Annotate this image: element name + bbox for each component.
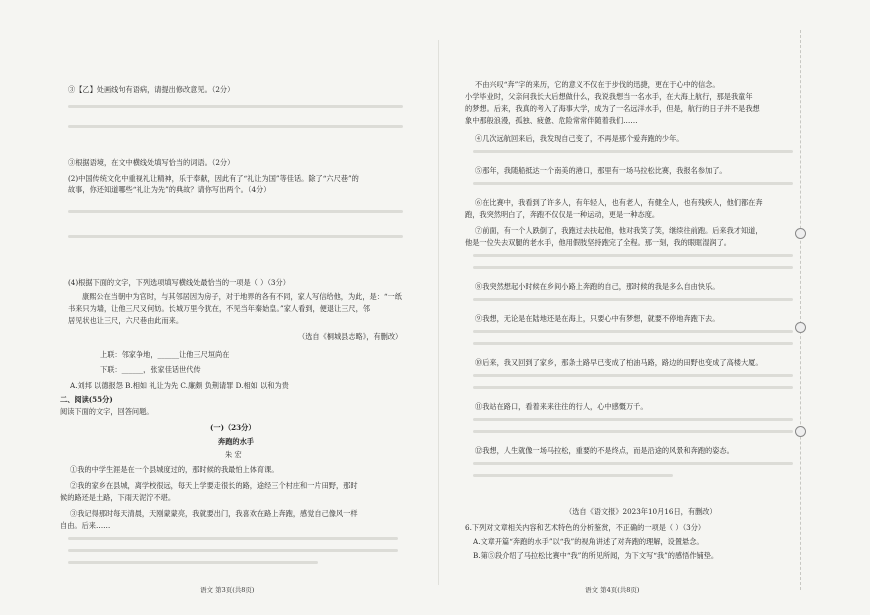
text-line — [473, 266, 793, 269]
page-footer: 语文 第3页(共8页) — [200, 586, 255, 594]
question-fill: ③根据语境，在文中横线处填写恰当的词语。（2分） — [68, 158, 235, 167]
page-divider — [438, 40, 439, 585]
answer-line — [68, 105, 403, 108]
paragraph: ⑨我想，无论是在陆地还是在海上，只要心中有梦想，就要不停地奔跑下去。 — [475, 314, 720, 323]
couplet-upper: 上联：邻家争地，______让他三尺垣尚在 — [100, 350, 230, 359]
paragraph-2-cont: 候的路还是土路，下雨天泥泞不堪。 — [60, 493, 176, 502]
paragraph: 他是一位失去双腿的老水手，他用假肢坚持跑完了全程。那一刻，我的眼眶湿润了。 — [465, 238, 731, 247]
answer-line — [68, 125, 403, 128]
text-line — [473, 330, 793, 333]
paragraph: 跑，我突然明白了，奔跑不仅仅是一种运动，更是一种态度。 — [465, 210, 660, 219]
text-line — [473, 386, 793, 389]
paragraph-3-cont: 自由。后来…… — [60, 521, 111, 530]
text-line — [473, 182, 793, 185]
question-yi: ③【乙】处画线句有语病，请提出修改意见。（2分） — [68, 85, 235, 94]
question-story: (2)中国传统文化中重视礼让精神，乐于奉献，因此有了“礼让为国”等佳话。除了“六尺巷”的 — [68, 174, 359, 183]
text-line — [473, 418, 793, 421]
article-author: 朱 宏 — [225, 450, 242, 459]
answer-line — [68, 235, 403, 238]
paragraph: ⑧我突然想起小时候在乡间小路上奔跑的自己，那时候的我是多么自由快乐。 — [475, 282, 720, 291]
text-line — [473, 474, 673, 477]
text-line — [68, 549, 398, 552]
paragraph: ⑪我站在路口，看着来来往往的行人，心中感慨万千。 — [475, 402, 648, 411]
text-line — [68, 537, 398, 540]
article-title: 奔跑的水手 — [218, 437, 254, 446]
page-3 — [60, 70, 415, 600]
text-line — [473, 254, 793, 257]
paragraph: 小学毕业时，父亲问我长大后想做什么，我说我想当一名水手，在大海上航行，那是我童年 — [465, 92, 753, 101]
answer-options: A.刘邦 以德报怨 B.相如 礼让为先 C.廉颇 负荆请罪 D.相如 以和为贵 — [70, 381, 289, 390]
paragraph: 的梦想。后来，我真的考入了海事大学，成为了一名远洋水手，但是，航行的日子并不是我想 — [465, 104, 760, 113]
text-line — [473, 342, 793, 345]
text-line — [473, 150, 793, 153]
passage-line: 居见状也让三尺，六尺巷由此而来。 — [68, 316, 184, 325]
binding-hole-icon — [795, 228, 806, 239]
option-a: A.文章开篇“奔跑的水手”以“我”的视角讲述了对奔跑的理解，设置悬念。 — [473, 537, 704, 546]
paragraph: ⑫我想，人生就像一场马拉松，重要的不是终点，而是沿途的风景和奔跑的姿态。 — [475, 446, 734, 455]
paragraph-2: ②我的家乡在县城，离学校很远，每天上学要走很长的路，途经三个村庄和一片田野，那时 — [70, 481, 358, 490]
binding-gutter — [800, 30, 821, 590]
passage-line: 康熙公在当朝中为官时，与其邻居因为房子，对于地界的各有不同，家人写信给他，为此，是：“一纸 — [82, 292, 402, 301]
text-line — [473, 298, 793, 301]
paragraph: ⑥在比赛中，我看到了许多人，有年轻人，也有老人，有健全人，也有残疾人，他们都在奔 — [475, 198, 763, 207]
question-6: 6.下列对文章相关内容和艺术特色的分析鉴赏，不正确的一项是（ ）（3分） — [465, 523, 706, 532]
part-heading: (一)（23分） — [210, 423, 256, 432]
paragraph: 象中那般浪漫，孤独、疲惫、危险常常伴随着我们…… — [465, 116, 638, 125]
binding-hole-icon — [795, 322, 806, 333]
answer-line — [68, 210, 403, 213]
paragraph: ⑦前面，有一个人跌倒了，我跑过去扶起他，他对我笑了笑，继续往前跑。后来我才知道， — [475, 226, 763, 235]
paragraph: ⑩后来，我又回到了家乡，那条土路早已变成了柏油马路，路边的田野也变成了高楼大厦。 — [475, 358, 763, 367]
option-b: B.第⑤段介绍了马拉松比赛中“我”的所见所闻，为下文写“我”的感悟作铺垫。 — [473, 551, 719, 560]
page-footer: 语文 第4页(共8页) — [585, 586, 640, 594]
paragraph: ⑤那年，我随船抵达一个南美的港口，那里有一场马拉松比赛，我报名参加了。 — [475, 166, 727, 175]
paragraph: ④几次远航回来后，我发现自己变了，不再是那个爱奔跑的少年。 — [475, 134, 684, 143]
text-line — [68, 561, 318, 564]
paragraph-1: ①我的中学生涯是在一个县城度过的，那时候的我最怕上体育课。 — [70, 465, 279, 474]
article-source: （选自《语文报》2023年10月16日，有删改） — [565, 507, 717, 516]
section-heading: 二、阅读(55分) — [60, 395, 113, 404]
text-line — [473, 374, 793, 377]
text-line — [473, 462, 793, 465]
text-line — [473, 430, 793, 433]
question-4: (4)根据下面的文字，下列选项填写横线处最恰当的一项是（ ）（3分） — [68, 278, 290, 287]
couplet-lower: 下联：______，张家佳话世代传 — [100, 365, 201, 374]
page-4 — [465, 70, 795, 600]
passage-line: 书来只为墙，让他三尺又何妨。长城万里今犹在，不见当年秦始皇。”家人看到，便退让三尺，邻 — [68, 304, 370, 313]
paragraph: 不由兴叹“奔”字的来历，它的意义不仅在于步伐的迅捷，更在于心中的信念。 — [475, 80, 720, 89]
paragraph-3: ③我记得那时每天清晨，天刚蒙蒙亮，我就要出门，我喜欢在路上奔跑，感觉自己像风一样 — [70, 509, 358, 518]
question-story-cont: 故事，你还知道哪些“礼让为先”的典故？请你写出两个。（4分） — [68, 185, 271, 194]
binding-hole-icon — [795, 426, 806, 437]
section-instruction: 阅读下面的文字，回答问题。 — [60, 407, 154, 416]
passage-source: （选自《桐城县志略》，有删改） — [298, 332, 403, 341]
